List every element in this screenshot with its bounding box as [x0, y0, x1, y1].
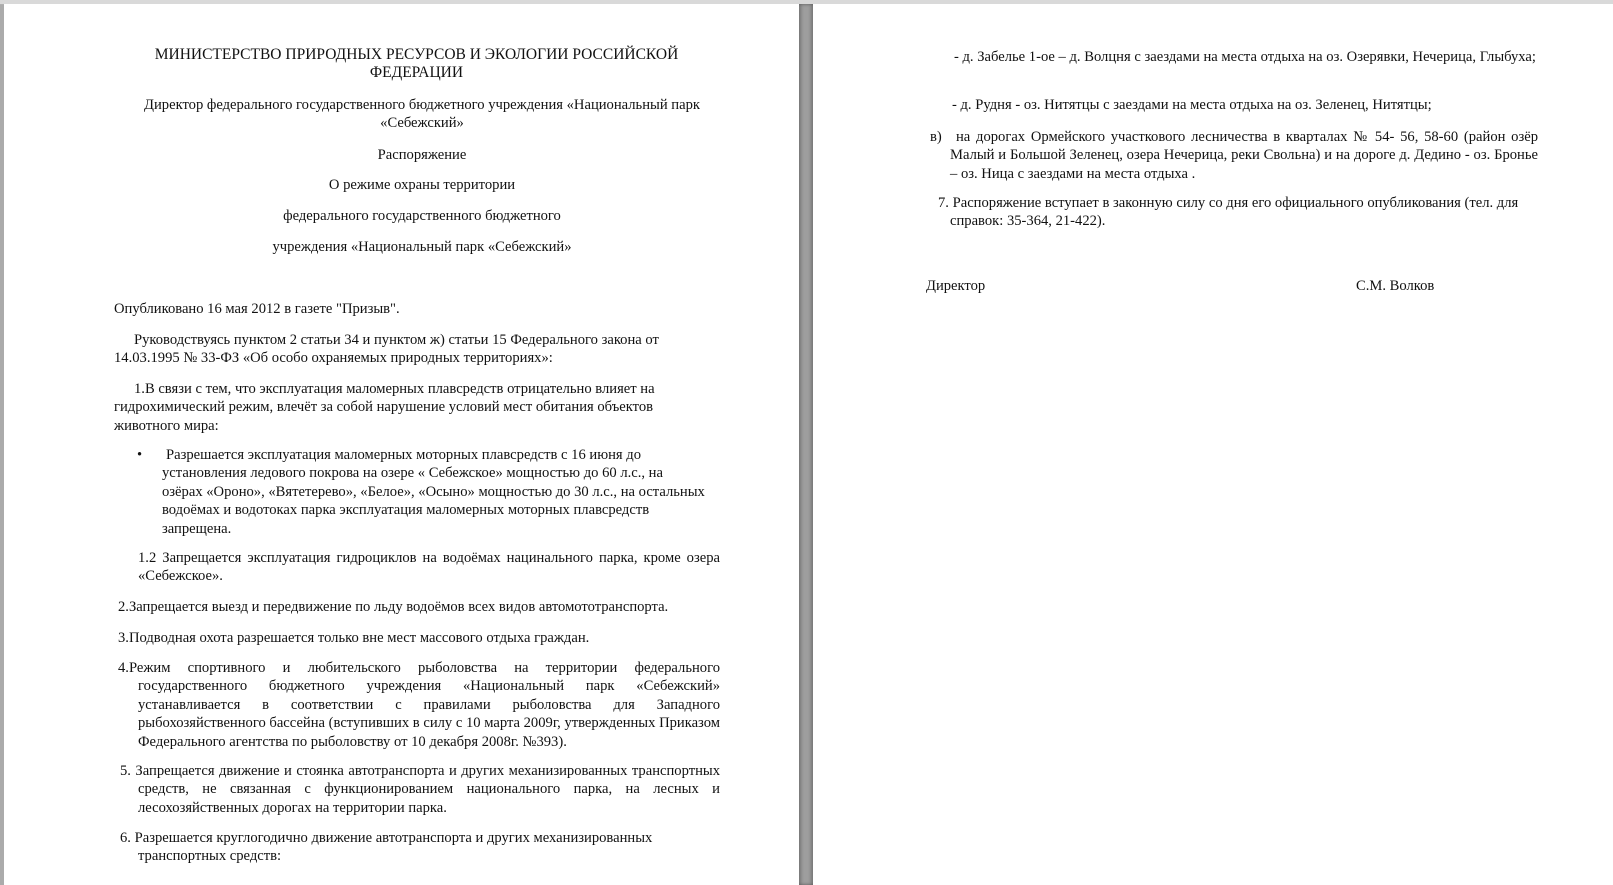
- doc-type: Распоряжение: [377, 147, 467, 163]
- signature-name: С.М. Волков: [1356, 278, 1435, 294]
- route-rudnya: - д. Рудня - оз. Нитятцы с заездами на места отдыха на оз. Зеленец, Нитятцы;: [952, 97, 1432, 113]
- subject-line-3: учреждения «Национальный парк «Себежский»: [272, 239, 572, 255]
- item-7: 7. Распоряжение вступает в законную силу со дня его официального опубликования (тел. для справок: 35-364, 21-422).: [938, 195, 1519, 230]
- document-page-left[interactable]: [4, 4, 799, 885]
- director-heading: Директор федерального государственного бюджетного учреждения «Национальный парк «Себежский»: [144, 97, 700, 132]
- preamble: Руководствуясь пунктом 2 статьи 34 и пунктом ж) статьи 15 Федерального закона от 14.03.1995 № 33-ФЗ «Об особо охраняемых природных территориях»:: [114, 332, 659, 367]
- item-4: 4.Режим спортивного и любительского рыболовства на территории федерального государственного бюджетного учреждения «Национальный парк «Себежский» устанавливается в соответствии с правилами рыболовства для Западного рыбохозяйственного бассейна (вступивших в силу с 10 марта 2009г, утвержденных Приказом Федерального агентства по рыболовству от 10 декабря 2008г. №393).: [118, 660, 720, 750]
- item-3: 3.Подводная охота разрешается только вне мест массового отдыха граждан.: [118, 630, 590, 646]
- published-note: Опубликовано 16 мая 2012 в газете "Призыв".: [114, 301, 400, 317]
- route-zabelye: - д. Забелье 1-ое – д. Волцня с заездами на места отдыха на оз. Озерявки, Нечерица, Глыбуха;: [954, 49, 1536, 65]
- item-6: 6. Разрешается круглогодично движение автотранспорта и других механизированных транспортных средств:: [120, 830, 653, 865]
- item-2: 2.Запрещается выезд и передвижение по льду водоёмов всех видов автомототранспорта.: [118, 599, 669, 615]
- subject-line-2: федерального государственного бюджетного: [283, 208, 561, 224]
- item-v: на дорогах Ормейского участкового лесничества в кварталах № 54- 56, 58-60 (район озёр Малый и Большой Зеленец, озера Нечерица, реки Свольна) и на дороге д. Дедино - оз. Бронье – оз. Ница с заездами на места отдыха .: [950, 129, 1538, 182]
- signature-title: Директор: [926, 278, 986, 294]
- item-1: 1.В связи с тем, что эксплуатация маломерных плавсредств отрицательно влияет на гидрохимический режим, влечёт за собой нарушение условий мест обитания объектов животного мира:: [114, 381, 655, 434]
- document-page-right[interactable]: [813, 4, 1613, 885]
- item-5: 5. Запрещается движение и стоянка автотранспорта и других механизированных транспортных средств, не связанная с функционированием национального парка, на лесных и лесохозяйственных дорогах на территории парка.: [120, 763, 720, 816]
- bullet-1: Разрешается эксплуатация маломерных моторных плавсредств с 16 июня до установления ледового покрова на озере « Себежское» мощностью до 60 л.с., на озёрах «Ороно», «Вятетерево», «Белое», «Осыно» мощностью до 30 л.с., на остальных водоёмах и водотоках парка эксплуатация маломерных моторных плавсредств запрещена.: [162, 447, 705, 537]
- subject-line-1: О режиме охраны территории: [328, 177, 516, 193]
- item-v-label: в): [930, 129, 942, 145]
- ministry-title: МИНИСТЕРСТВО ПРИРОДНЫХ РЕСУРСОВ И ЭКОЛОГИИ РОССИЙСКОЙ ФЕДЕРАЦИИ: [154, 46, 679, 82]
- item-1-2: 1.2 Запрещается эксплуатация гидроциклов на водоёмах нацинального парка, кроме озера «Себежское».: [138, 550, 720, 585]
- page-gutter: [799, 4, 813, 885]
- bullet-symbol: •: [137, 447, 143, 463]
